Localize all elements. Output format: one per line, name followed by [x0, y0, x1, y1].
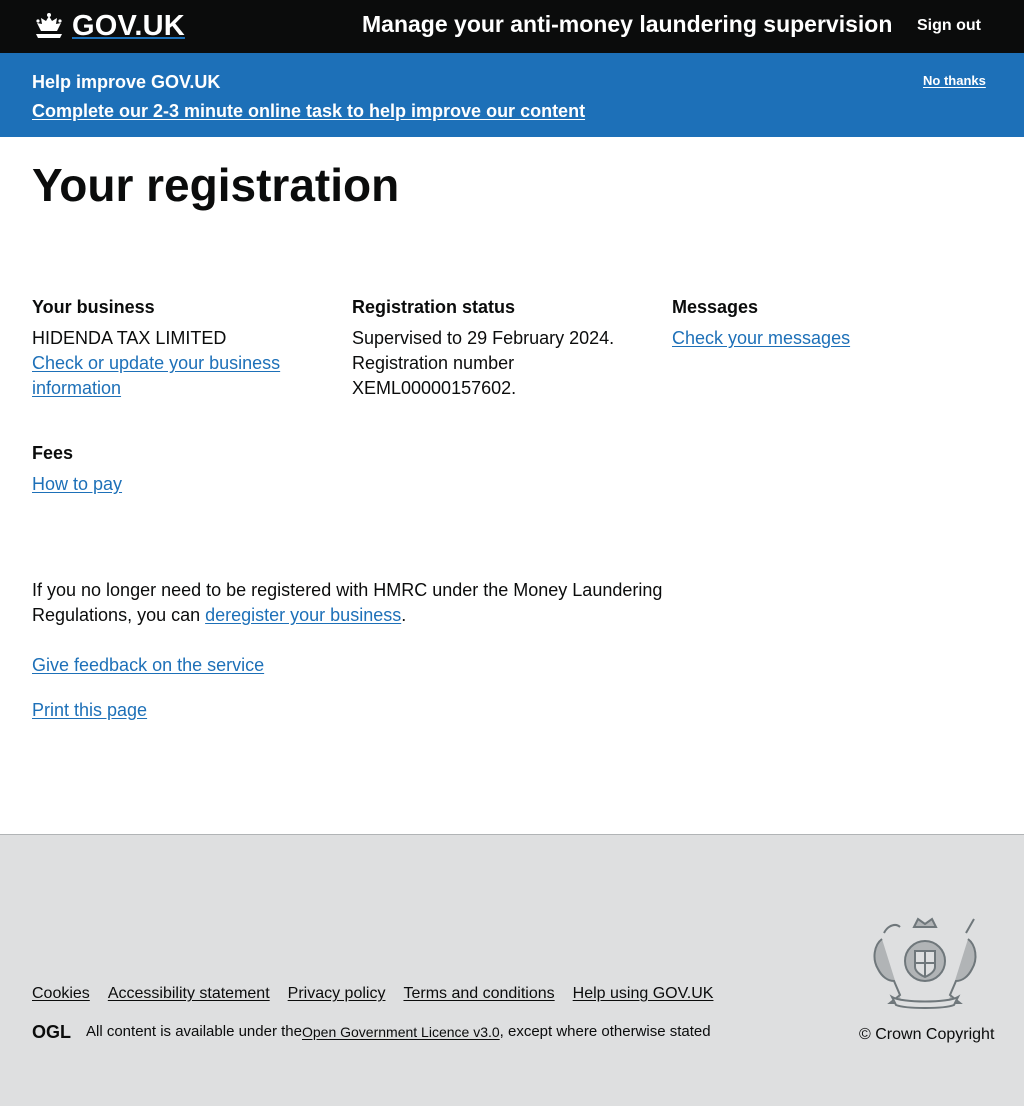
govuk-logo-text: GOV.UK — [72, 9, 185, 42]
licence-row — [32, 1023, 711, 1040]
messages-heading: Messages — [672, 297, 759, 317]
banner-survey-link[interactable]: Complete our 2-3 minute online task to help improve our content — [32, 101, 586, 121]
footer-link-accessibility[interactable]: Accessibility statement — [107, 985, 270, 1002]
sign-out-link[interactable]: Sign out — [917, 17, 981, 34]
footer-link-terms[interactable]: Terms and conditions — [403, 985, 555, 1002]
update-business-link[interactable]: Check or update your business information — [32, 353, 281, 398]
check-messages-link[interactable]: Check your messages — [672, 328, 851, 348]
footer-links — [32, 985, 713, 1003]
site-footer — [0, 834, 1024, 1106]
how-to-pay-link[interactable]: How to pay — [32, 474, 123, 494]
deregister-period: . — [401, 605, 407, 625]
footer-link-privacy[interactable]: Privacy policy — [287, 985, 386, 1002]
deregister-link[interactable]: deregister your business — [205, 605, 402, 625]
copyright-link[interactable]: © Crown Copyright — [859, 1026, 995, 1043]
banner-title: Help improve GOV.UK — [32, 72, 221, 92]
deregister-text: If you no longer need to be registered with HMRC under the Money Laundering Regulations, you can — [32, 580, 663, 625]
site-header — [0, 0, 1024, 53]
registration-number-label: Registration number — [352, 353, 515, 373]
feedback-link[interactable]: Give feedback on the service — [32, 655, 265, 675]
footer-link-help[interactable]: Help using GOV.UK — [572, 985, 714, 1002]
govuk-logo-link[interactable] — [32, 10, 185, 42]
fees-heading: Fees — [32, 443, 74, 463]
footer-link-cookies[interactable]: Cookies — [32, 985, 90, 1002]
deregister-paragraph — [32, 578, 692, 628]
royal-coat-of-arms-icon — [862, 909, 988, 1013]
copyright — [859, 1026, 994, 1044]
banner-dismiss-link[interactable]: No thanks — [923, 73, 986, 88]
status-section — [352, 295, 642, 401]
registration-number: XEML00000157602. — [352, 378, 517, 398]
ogl-logo-text: OGL — [32, 1023, 71, 1040]
business-section — [32, 295, 322, 401]
fees-section — [32, 441, 322, 497]
business-name: HIDENDA TAX LIMITED — [32, 328, 227, 348]
service-name-link[interactable]: Manage your anti-money laundering supervision — [362, 11, 893, 37]
ogl-logo-icon — [32, 1023, 74, 1040]
licence-link[interactable]: Open Government Licence v3.0 — [301, 1023, 500, 1040]
messages-section — [672, 295, 962, 351]
status-heading: Registration status — [352, 297, 516, 317]
page-title: Your registration — [32, 159, 400, 211]
print-link[interactable]: Print this page — [32, 700, 148, 720]
crown-icon — [32, 12, 66, 40]
feedback-banner — [0, 53, 1024, 137]
supervised-date: Supervised to 29 February 2024. — [352, 328, 615, 348]
business-heading: Your business — [32, 297, 155, 317]
licence-text-after: , except where otherwise stated — [499, 1023, 711, 1040]
licence-text-before: All content is available under the — [86, 1023, 302, 1040]
